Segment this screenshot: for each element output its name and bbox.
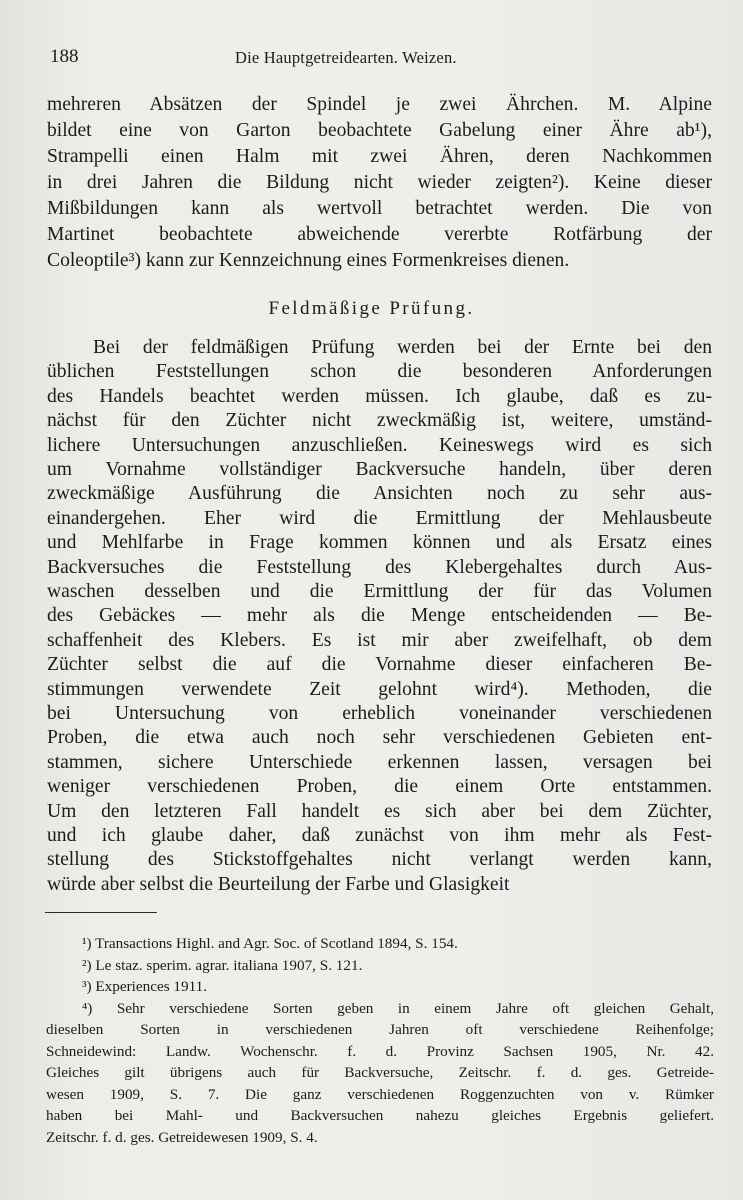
text-line: Mißbildungen kann als wertvoll betrachtet werden. Die von xyxy=(47,198,712,219)
footnote-2: ²) Le staz. sperim. agrar. italiana 1907, S. 121. xyxy=(82,956,363,974)
footnote-3: ³) Experiences 1911. xyxy=(82,978,208,995)
text-line: Backversuches die Feststellung des Klebergehaltes durch Aus- xyxy=(47,556,712,578)
text-line: zweckmäßige Ausführung die Ansichten noch zu sehr aus- xyxy=(47,483,712,505)
footnote-4-line: dieselben Sorten in verschiedenen Jahren oft verschiedene Reihenfolge; xyxy=(46,1021,714,1038)
page-header xyxy=(50,46,710,74)
running-title: Die Hauptgetreidearten. Weizen. xyxy=(235,48,457,67)
text-line: bildet eine von Garton beobachtete Gabelung einer Ähre ab¹), xyxy=(47,120,712,141)
text-line: und ich glaube daher, daß zunächst von ihm mehr als Fest- xyxy=(47,825,712,846)
footnote-1: ¹) Transactions Highl. and Agr. Soc. of Scotland 1894, S. 154. xyxy=(82,935,458,952)
text-line: um Vornahme vollständiger Backversuche handeln, über deren xyxy=(47,459,712,480)
text-line: üblichen Feststellungen schon die besonderen Anforderungen xyxy=(47,361,712,383)
text-line: Züchter selbst die auf die Vornahme dieser einfacheren Be- xyxy=(47,654,712,676)
text-line: stimmungen verwendete Zeit gelohnt wird⁴). Methoden, die xyxy=(47,678,712,700)
text-line: nächst für den Züchter nicht zweckmäßig ist, weitere, umständ- xyxy=(47,410,712,432)
section-heading: Feldmäßige Prüfung. xyxy=(268,298,475,319)
text-line: lichere Untersuchungen anzuschließen. Keineswegs wird es sich xyxy=(47,434,712,456)
text-line: mehreren Absätzen der Spindel je zwei Ährchen. M. Alpine xyxy=(47,94,712,115)
text-line: Um den letzteren Fall handelt es sich aber bei dem Züchter, xyxy=(47,800,712,822)
text-line: stellung des Stickstoffgehaltes nicht verlangt werden kann, xyxy=(47,849,712,871)
text-line: schaffenheit des Klebers. Es ist mir aber zweifelhaft, ob dem xyxy=(47,629,712,651)
text-line: und Mehlfarbe in Frage kommen können und als Ersatz eines xyxy=(47,532,712,554)
footnote-4-line: wesen 1909, S. 7. Die ganz verschiedenen Roggenzuchten von v. Rümker xyxy=(46,1085,714,1103)
text-line: Proben, die etwa auch noch sehr verschiedenen Gebieten ent- xyxy=(47,727,712,749)
text-line: stammen, sichere Unterschiede erkennen lassen, versagen bei xyxy=(47,751,712,773)
footnote-4-line: Gleiches gilt übrigens auch für Backversuche, Zeitschr. f. d. ges. Getreide- xyxy=(46,1064,714,1081)
text-line: bei Untersuchung von erheblich voneinander verschiedenen xyxy=(47,703,712,724)
footnote-rule xyxy=(45,912,157,913)
footnote-4: ⁴) Sehr verschiedene Sorten geben in einem Jahre oft gleichen Gehalt, xyxy=(82,999,714,1017)
text-line: Martinet beobachtete abweichende vererbte Rotfärbung der xyxy=(47,224,712,245)
text-line: Coleoptile³) kann zur Kennzeichnung eines Formenkreises dienen. xyxy=(47,250,570,271)
text-line: Strampelli einen Halm mit zwei Ähren, deren Nachkommen xyxy=(47,146,712,167)
text-line: einandergehen. Eher wird die Ermittlung der Mehlausbeute xyxy=(47,507,712,529)
footnote-4-line: Schneidewind: Landw. Wochenschr. f. d. Provinz Sachsen 1905, Nr. 42. xyxy=(46,1042,714,1060)
text-line: weniger verschiedenen Proben, die einem Orte entstammen. xyxy=(47,776,712,798)
text-line: in drei Jahren die Bildung nicht wieder zeigten²). Keine dieser xyxy=(47,172,712,193)
footnote-4-line: haben bei Mahl- und Backversuchen nahezu gleiches Ergebnis geliefert. xyxy=(46,1107,714,1124)
text-line: des Gebäckes — mehr als die Menge entscheidenden — Be- xyxy=(47,605,712,627)
text-line: würde aber selbst die Beurteilung der Farbe und Glasigkeit xyxy=(47,873,510,895)
text-line: des Handels beachtet werden müssen. Ich glaube, daß es zu- xyxy=(47,385,712,407)
page-number: 188 xyxy=(50,46,79,67)
text-line: waschen desselben und die Ermittlung der für das Volumen xyxy=(47,581,712,602)
text-line: Bei der feldmäßigen Prüfung werden bei der Ernte bei den xyxy=(93,337,712,358)
footnote-4-line: Zeitschr. f. d. ges. Getreidewesen 1909, S. 4. xyxy=(46,1128,318,1146)
